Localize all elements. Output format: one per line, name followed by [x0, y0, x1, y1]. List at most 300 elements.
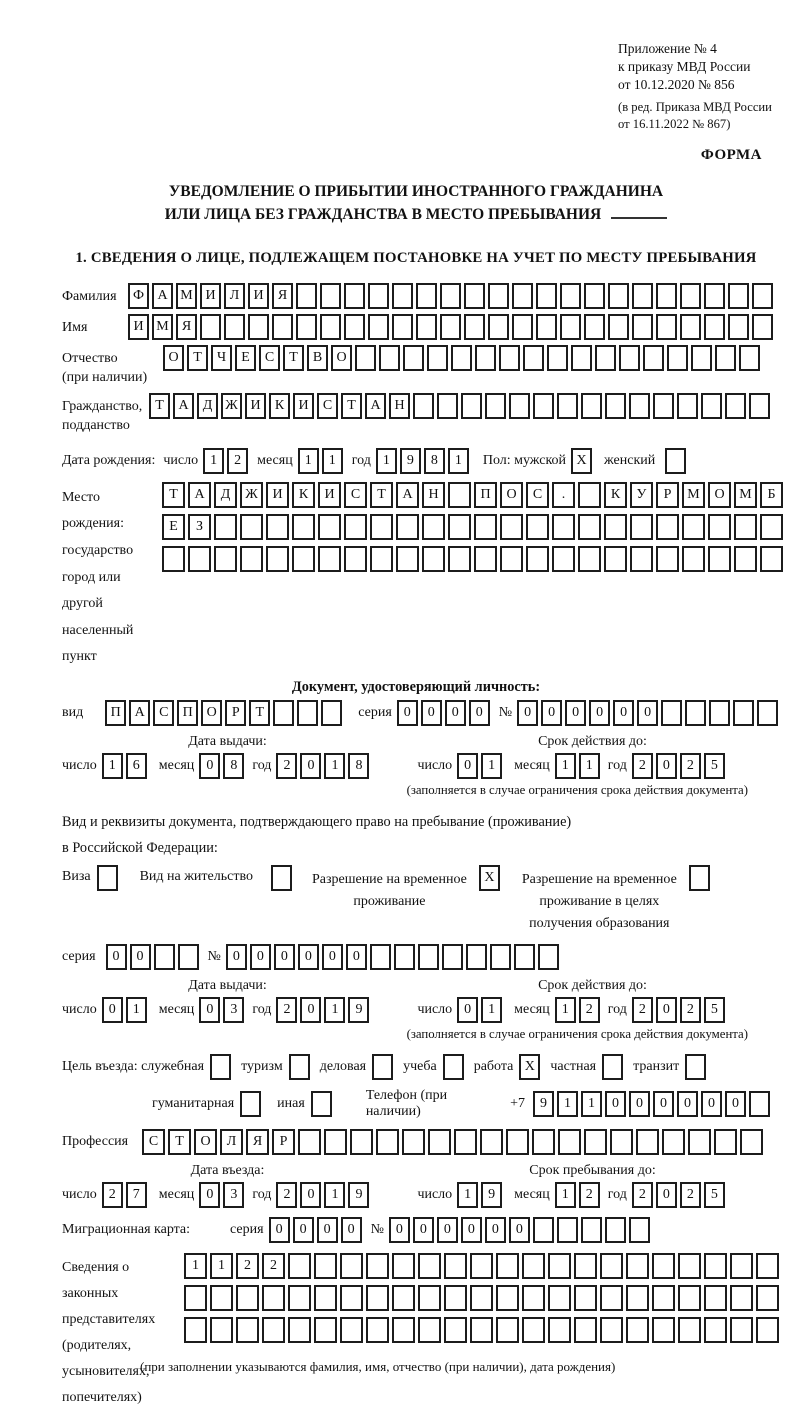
sex-female-checkbox[interactable] — [665, 448, 686, 474]
char-cell[interactable] — [355, 345, 376, 371]
char-cell[interactable]: 5 — [704, 997, 725, 1023]
char-cell[interactable]: К — [269, 393, 290, 419]
char-cell[interactable] — [396, 514, 419, 540]
char-cell[interactable] — [629, 1217, 650, 1243]
purpose-business-checkbox[interactable] — [372, 1054, 393, 1080]
char-cell[interactable] — [630, 514, 653, 540]
char-cell[interactable] — [608, 283, 629, 309]
char-cell[interactable]: 1 — [481, 997, 502, 1023]
char-cell[interactable]: 0 — [589, 700, 610, 726]
char-cell[interactable]: О — [163, 345, 184, 371]
char-cell[interactable] — [643, 345, 664, 371]
char-cell[interactable] — [496, 1285, 519, 1311]
purpose-study-checkbox[interactable] — [443, 1054, 464, 1080]
char-cell[interactable] — [418, 944, 439, 970]
char-cell[interactable] — [701, 393, 722, 419]
char-cell[interactable]: С — [153, 700, 174, 726]
char-cell[interactable] — [571, 345, 592, 371]
char-cell[interactable] — [708, 546, 731, 572]
char-cell[interactable] — [496, 1317, 519, 1343]
char-cell[interactable] — [422, 514, 445, 540]
char-cell[interactable]: О — [331, 345, 352, 371]
char-cell[interactable]: О — [708, 482, 731, 508]
char-cell[interactable]: Р — [272, 1129, 295, 1155]
char-cell[interactable] — [740, 1129, 763, 1155]
char-cell[interactable] — [733, 700, 754, 726]
char-cell[interactable] — [340, 1253, 363, 1279]
char-cell[interactable] — [630, 546, 653, 572]
char-cell[interactable] — [451, 345, 472, 371]
char-cell[interactable] — [470, 1285, 493, 1311]
char-cell[interactable] — [314, 1285, 337, 1311]
char-cell[interactable] — [162, 546, 185, 572]
char-cell[interactable] — [652, 1317, 675, 1343]
temp-residence-checkbox[interactable]: X — [479, 865, 500, 891]
char-cell[interactable] — [757, 700, 778, 726]
char-cell[interactable] — [475, 345, 496, 371]
char-cell[interactable]: 2 — [632, 753, 653, 779]
char-cell[interactable] — [500, 514, 523, 540]
char-cell[interactable] — [512, 314, 533, 340]
char-cell[interactable]: И — [128, 314, 149, 340]
char-cell[interactable] — [454, 1129, 477, 1155]
char-cell[interactable] — [444, 1253, 467, 1279]
char-cell[interactable]: Ч — [211, 345, 232, 371]
sex-male-checkbox[interactable]: X — [571, 448, 592, 474]
char-cell[interactable]: И — [293, 393, 314, 419]
char-cell[interactable] — [448, 546, 471, 572]
char-cell[interactable]: Т — [149, 393, 170, 419]
char-cell[interactable]: 0 — [300, 1182, 321, 1208]
char-cell[interactable]: 7 — [126, 1182, 147, 1208]
char-cell[interactable] — [688, 1129, 711, 1155]
char-cell[interactable] — [678, 1285, 701, 1311]
char-cell[interactable]: 0 — [293, 1217, 314, 1243]
char-cell[interactable] — [188, 546, 211, 572]
char-cell[interactable]: 0 — [457, 997, 478, 1023]
char-cell[interactable]: 1 — [579, 753, 600, 779]
char-cell[interactable] — [376, 1129, 399, 1155]
char-cell[interactable] — [682, 514, 705, 540]
char-cell[interactable]: 0 — [629, 1091, 650, 1117]
char-cell[interactable] — [416, 314, 437, 340]
char-cell[interactable]: 9 — [348, 1182, 369, 1208]
char-cell[interactable] — [344, 514, 367, 540]
char-cell[interactable] — [496, 1253, 519, 1279]
char-cell[interactable] — [324, 1129, 347, 1155]
char-cell[interactable]: П — [105, 700, 126, 726]
char-cell[interactable] — [442, 944, 463, 970]
char-cell[interactable] — [448, 482, 471, 508]
char-cell[interactable]: Д — [197, 393, 218, 419]
purpose-private-checkbox[interactable] — [602, 1054, 623, 1080]
char-cell[interactable] — [236, 1285, 259, 1311]
char-cell[interactable] — [464, 283, 485, 309]
char-cell[interactable]: 1 — [557, 1091, 578, 1117]
char-cell[interactable]: Б — [760, 482, 783, 508]
char-cell[interactable] — [578, 514, 601, 540]
char-cell[interactable] — [730, 1317, 753, 1343]
char-cell[interactable]: 0 — [605, 1091, 626, 1117]
char-cell[interactable]: 0 — [397, 700, 418, 726]
char-cell[interactable]: И — [318, 482, 341, 508]
char-cell[interactable] — [292, 546, 315, 572]
char-cell[interactable]: К — [292, 482, 315, 508]
char-cell[interactable] — [262, 1317, 285, 1343]
char-cell[interactable]: 0 — [656, 753, 677, 779]
char-cell[interactable]: Н — [389, 393, 410, 419]
char-cell[interactable]: 0 — [445, 700, 466, 726]
char-cell[interactable]: О — [500, 482, 523, 508]
char-cell[interactable]: А — [152, 283, 173, 309]
char-cell[interactable]: И — [248, 283, 269, 309]
char-cell[interactable] — [314, 1317, 337, 1343]
char-cell[interactable] — [340, 1317, 363, 1343]
char-cell[interactable]: 2 — [102, 1182, 123, 1208]
char-cell[interactable]: Л — [220, 1129, 243, 1155]
char-cell[interactable]: И — [266, 482, 289, 508]
char-cell[interactable] — [728, 283, 749, 309]
char-cell[interactable]: 1 — [555, 997, 576, 1023]
char-cell[interactable] — [500, 546, 523, 572]
char-cell[interactable]: С — [344, 482, 367, 508]
char-cell[interactable] — [526, 514, 549, 540]
char-cell[interactable] — [691, 345, 712, 371]
char-cell[interactable] — [632, 314, 653, 340]
char-cell[interactable] — [652, 1285, 675, 1311]
char-cell[interactable]: 2 — [680, 753, 701, 779]
char-cell[interactable] — [506, 1129, 529, 1155]
char-cell[interactable] — [574, 1317, 597, 1343]
char-cell[interactable]: 1 — [324, 1182, 345, 1208]
char-cell[interactable]: З — [188, 514, 211, 540]
char-cell[interactable]: 0 — [341, 1217, 362, 1243]
char-cell[interactable] — [422, 546, 445, 572]
char-cell[interactable] — [366, 1253, 389, 1279]
char-cell[interactable] — [488, 283, 509, 309]
char-cell[interactable]: 1 — [376, 448, 397, 474]
char-cell[interactable] — [604, 514, 627, 540]
char-cell[interactable]: 0 — [656, 997, 677, 1023]
char-cell[interactable] — [402, 1129, 425, 1155]
char-cell[interactable]: Т — [187, 345, 208, 371]
char-cell[interactable] — [266, 514, 289, 540]
char-cell[interactable] — [366, 1285, 389, 1311]
temp-residence-edu-checkbox[interactable] — [689, 865, 710, 891]
char-cell[interactable]: 0 — [637, 700, 658, 726]
char-cell[interactable] — [461, 393, 482, 419]
char-cell[interactable] — [560, 314, 581, 340]
char-cell[interactable] — [680, 283, 701, 309]
char-cell[interactable] — [418, 1253, 441, 1279]
char-cell[interactable] — [488, 314, 509, 340]
char-cell[interactable]: А — [173, 393, 194, 419]
char-cell[interactable] — [600, 1253, 623, 1279]
char-cell[interactable]: 0 — [274, 944, 295, 970]
char-cell[interactable] — [526, 546, 549, 572]
char-cell[interactable]: Т — [168, 1129, 191, 1155]
char-cell[interactable]: 2 — [276, 997, 297, 1023]
char-cell[interactable] — [595, 345, 616, 371]
char-cell[interactable] — [756, 1253, 779, 1279]
char-cell[interactable] — [600, 1317, 623, 1343]
char-cell[interactable] — [499, 345, 520, 371]
char-cell[interactable]: М — [734, 482, 757, 508]
char-cell[interactable] — [428, 1129, 451, 1155]
char-cell[interactable]: 1 — [322, 448, 343, 474]
char-cell[interactable]: С — [142, 1129, 165, 1155]
char-cell[interactable]: Ж — [221, 393, 242, 419]
char-cell[interactable]: 0 — [298, 944, 319, 970]
char-cell[interactable]: 2 — [276, 1182, 297, 1208]
char-cell[interactable] — [474, 514, 497, 540]
char-cell[interactable]: 2 — [262, 1253, 285, 1279]
char-cell[interactable]: 9 — [481, 1182, 502, 1208]
char-cell[interactable] — [680, 314, 701, 340]
char-cell[interactable]: К — [604, 482, 627, 508]
char-cell[interactable]: Д — [214, 482, 237, 508]
char-cell[interactable]: 0 — [677, 1091, 698, 1117]
purpose-tourism-checkbox[interactable] — [289, 1054, 310, 1080]
char-cell[interactable] — [392, 1317, 415, 1343]
char-cell[interactable] — [533, 1217, 554, 1243]
char-cell[interactable]: 1 — [448, 448, 469, 474]
char-cell[interactable]: 6 — [126, 753, 147, 779]
char-cell[interactable]: 0 — [725, 1091, 746, 1117]
char-cell[interactable] — [536, 314, 557, 340]
char-cell[interactable]: П — [474, 482, 497, 508]
char-cell[interactable] — [392, 1253, 415, 1279]
char-cell[interactable] — [581, 1217, 602, 1243]
char-cell[interactable] — [444, 1317, 467, 1343]
char-cell[interactable] — [578, 482, 601, 508]
char-cell[interactable] — [266, 546, 289, 572]
char-cell[interactable] — [298, 1129, 321, 1155]
purpose-humanitarian-checkbox[interactable] — [240, 1091, 261, 1117]
char-cell[interactable] — [678, 1253, 701, 1279]
char-cell[interactable] — [552, 514, 575, 540]
char-cell[interactable] — [682, 546, 705, 572]
char-cell[interactable]: 0 — [437, 1217, 458, 1243]
char-cell[interactable] — [273, 700, 294, 726]
char-cell[interactable]: 0 — [250, 944, 271, 970]
char-cell[interactable] — [184, 1317, 207, 1343]
char-cell[interactable] — [574, 1253, 597, 1279]
char-cell[interactable]: 0 — [269, 1217, 290, 1243]
purpose-official-checkbox[interactable] — [210, 1054, 231, 1080]
char-cell[interactable] — [200, 314, 221, 340]
char-cell[interactable]: А — [365, 393, 386, 419]
char-cell[interactable] — [626, 1317, 649, 1343]
char-cell[interactable] — [480, 1129, 503, 1155]
char-cell[interactable] — [466, 944, 487, 970]
char-cell[interactable] — [632, 283, 653, 309]
char-cell[interactable] — [756, 1317, 779, 1343]
char-cell[interactable]: У — [630, 482, 653, 508]
char-cell[interactable]: 2 — [579, 997, 600, 1023]
char-cell[interactable]: 0 — [317, 1217, 338, 1243]
char-cell[interactable] — [619, 345, 640, 371]
char-cell[interactable] — [653, 393, 674, 419]
char-cell[interactable]: 0 — [541, 700, 562, 726]
char-cell[interactable] — [578, 546, 601, 572]
char-cell[interactable] — [574, 1285, 597, 1311]
char-cell[interactable]: 2 — [632, 1182, 653, 1208]
char-cell[interactable]: 0 — [613, 700, 634, 726]
char-cell[interactable] — [509, 393, 530, 419]
char-cell[interactable] — [728, 314, 749, 340]
char-cell[interactable]: 2 — [227, 448, 248, 474]
char-cell[interactable]: 0 — [656, 1182, 677, 1208]
char-cell[interactable]: Н — [422, 482, 445, 508]
char-cell[interactable]: С — [317, 393, 338, 419]
char-cell[interactable] — [288, 1317, 311, 1343]
char-cell[interactable]: П — [177, 700, 198, 726]
char-cell[interactable] — [394, 944, 415, 970]
char-cell[interactable] — [548, 1253, 571, 1279]
char-cell[interactable]: 5 — [704, 1182, 725, 1208]
char-cell[interactable] — [350, 1129, 373, 1155]
char-cell[interactable]: Ж — [240, 482, 263, 508]
purpose-work-checkbox[interactable]: X — [519, 1054, 540, 1080]
char-cell[interactable] — [656, 314, 677, 340]
char-cell[interactable] — [730, 1285, 753, 1311]
char-cell[interactable] — [522, 1285, 545, 1311]
purpose-transit-checkbox[interactable] — [685, 1054, 706, 1080]
char-cell[interactable]: 1 — [324, 997, 345, 1023]
char-cell[interactable]: 9 — [400, 448, 421, 474]
char-cell[interactable] — [514, 944, 535, 970]
char-cell[interactable]: С — [526, 482, 549, 508]
char-cell[interactable]: 0 — [653, 1091, 674, 1117]
char-cell[interactable] — [292, 514, 315, 540]
char-cell[interactable]: А — [396, 482, 419, 508]
char-cell[interactable] — [533, 393, 554, 419]
char-cell[interactable] — [210, 1317, 233, 1343]
char-cell[interactable]: 0 — [469, 700, 490, 726]
char-cell[interactable] — [760, 514, 783, 540]
char-cell[interactable] — [296, 283, 317, 309]
char-cell[interactable] — [437, 393, 458, 419]
char-cell[interactable] — [474, 546, 497, 572]
char-cell[interactable] — [652, 1253, 675, 1279]
char-cell[interactable] — [708, 514, 731, 540]
char-cell[interactable]: 0 — [421, 700, 442, 726]
char-cell[interactable]: 2 — [276, 753, 297, 779]
char-cell[interactable]: 2 — [680, 997, 701, 1023]
char-cell[interactable]: . — [552, 482, 575, 508]
char-cell[interactable] — [272, 314, 293, 340]
char-cell[interactable]: Р — [656, 482, 679, 508]
char-cell[interactable]: Т — [249, 700, 270, 726]
char-cell[interactable]: Я — [272, 283, 293, 309]
char-cell[interactable] — [403, 345, 424, 371]
char-cell[interactable] — [512, 283, 533, 309]
char-cell[interactable]: 1 — [457, 1182, 478, 1208]
char-cell[interactable] — [464, 314, 485, 340]
char-cell[interactable]: 0 — [413, 1217, 434, 1243]
char-cell[interactable] — [704, 283, 725, 309]
char-cell[interactable] — [739, 345, 760, 371]
char-cell[interactable] — [629, 393, 650, 419]
char-cell[interactable] — [667, 345, 688, 371]
char-cell[interactable] — [344, 314, 365, 340]
char-cell[interactable] — [662, 1129, 685, 1155]
char-cell[interactable] — [584, 1129, 607, 1155]
char-cell[interactable] — [366, 1317, 389, 1343]
char-cell[interactable] — [321, 700, 342, 726]
char-cell[interactable]: Т — [162, 482, 185, 508]
char-cell[interactable] — [368, 314, 389, 340]
char-cell[interactable]: 0 — [322, 944, 343, 970]
char-cell[interactable] — [685, 700, 706, 726]
char-cell[interactable] — [154, 944, 175, 970]
char-cell[interactable]: Е — [162, 514, 185, 540]
char-cell[interactable] — [557, 393, 578, 419]
char-cell[interactable] — [756, 1285, 779, 1311]
char-cell[interactable] — [214, 546, 237, 572]
char-cell[interactable] — [730, 1253, 753, 1279]
char-cell[interactable] — [734, 546, 757, 572]
char-cell[interactable] — [548, 1285, 571, 1311]
char-cell[interactable] — [522, 1253, 545, 1279]
char-cell[interactable] — [656, 546, 679, 572]
char-cell[interactable] — [485, 393, 506, 419]
visa-checkbox[interactable] — [97, 865, 118, 891]
purpose-other-checkbox[interactable] — [311, 1091, 332, 1117]
char-cell[interactable] — [427, 345, 448, 371]
char-cell[interactable] — [661, 700, 682, 726]
char-cell[interactable]: В — [307, 345, 328, 371]
char-cell[interactable] — [704, 1253, 727, 1279]
char-cell[interactable] — [184, 1285, 207, 1311]
char-cell[interactable] — [552, 546, 575, 572]
char-cell[interactable]: 1 — [555, 753, 576, 779]
char-cell[interactable]: О — [201, 700, 222, 726]
char-cell[interactable]: Т — [283, 345, 304, 371]
char-cell[interactable]: 3 — [223, 997, 244, 1023]
char-cell[interactable]: Л — [224, 283, 245, 309]
char-cell[interactable] — [560, 283, 581, 309]
char-cell[interactable] — [448, 514, 471, 540]
char-cell[interactable]: 0 — [701, 1091, 722, 1117]
char-cell[interactable] — [523, 345, 544, 371]
char-cell[interactable] — [318, 546, 341, 572]
char-cell[interactable] — [470, 1253, 493, 1279]
char-cell[interactable] — [370, 944, 391, 970]
char-cell[interactable] — [320, 283, 341, 309]
char-cell[interactable] — [440, 283, 461, 309]
char-cell[interactable] — [392, 283, 413, 309]
char-cell[interactable] — [547, 345, 568, 371]
char-cell[interactable] — [715, 345, 736, 371]
char-cell[interactable]: 0 — [199, 753, 220, 779]
char-cell[interactable] — [584, 283, 605, 309]
char-cell[interactable] — [236, 1317, 259, 1343]
char-cell[interactable]: 0 — [509, 1217, 530, 1243]
char-cell[interactable]: 0 — [102, 997, 123, 1023]
char-cell[interactable] — [600, 1285, 623, 1311]
char-cell[interactable]: М — [176, 283, 197, 309]
char-cell[interactable] — [224, 314, 245, 340]
char-cell[interactable] — [413, 393, 434, 419]
char-cell[interactable]: И — [200, 283, 221, 309]
char-cell[interactable]: М — [682, 482, 705, 508]
char-cell[interactable] — [605, 393, 626, 419]
char-cell[interactable] — [240, 546, 263, 572]
char-cell[interactable] — [749, 1091, 770, 1117]
char-cell[interactable]: 0 — [346, 944, 367, 970]
